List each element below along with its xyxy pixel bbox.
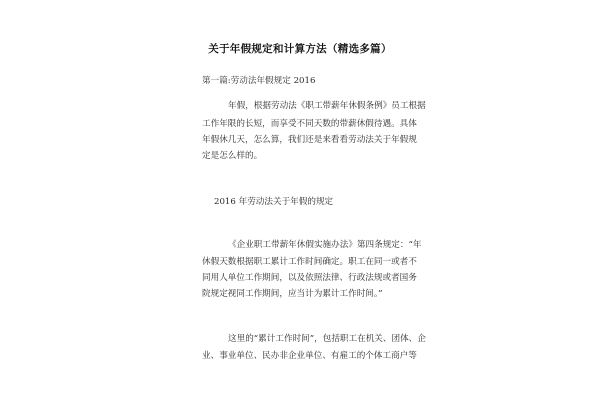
- paragraph-line: 年假休几天，怎么算，我们还是来看看劳动法关于年假规: [202, 135, 417, 145]
- paragraph-line: 定是怎么样的。: [202, 151, 263, 161]
- paragraph-line: 同用人单位工作期间，以及依照法律、行政法规或者国务: [202, 273, 417, 283]
- paragraph-line: 业、事业单位、民办非企业单位、有雇工的个体工商户等: [202, 351, 417, 361]
- paragraph-line: 工作年限的长短，而享受不同天数的带薪休假待遇。具体: [202, 119, 417, 129]
- section-heading: 第一篇:劳动法年假规定 2016: [202, 76, 316, 86]
- document-title: 关于年假规定和计算方法（精选多篇）: [208, 43, 392, 55]
- paragraph-line: 这里的“累计工作时间”，包括职工在机关、团体、企: [228, 334, 426, 344]
- paragraph-line: 年假，根据劳动法《职工带薪年休假条例》员工根据: [228, 101, 426, 111]
- paragraph-line: 休假天数根据职工累计工作时间确定。职工在同一或者不: [202, 257, 417, 267]
- paragraph-line: 《企业职工带薪年休假实施办法》第四条规定：“年: [228, 240, 422, 250]
- paragraph-line: 院规定视同工作期间，应当计为累计工作时间。”: [202, 289, 383, 299]
- subsection-heading: 2016 年劳动法关于年假的规定: [214, 197, 334, 207]
